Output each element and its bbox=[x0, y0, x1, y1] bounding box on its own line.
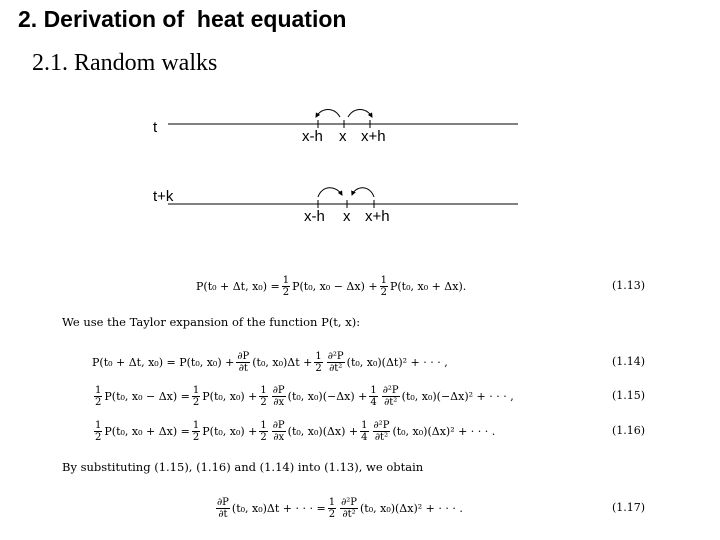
eq115-coef-3: $\frac{1}{4}$ bbox=[370, 384, 377, 408]
eq114-coef-half: $\frac{1}{2}$ bbox=[315, 350, 322, 374]
eq113-term1: P(t₀, x₀ − Δx) + bbox=[292, 279, 378, 293]
equation-1-16 bbox=[0, 416, 720, 446]
label-x-plus-h: x+h bbox=[361, 128, 386, 145]
arrow-from-left bbox=[318, 188, 342, 197]
eq115-d2p-dt2: $\frac{\text{∂²P}}{\text{∂t²}}$ bbox=[382, 384, 399, 408]
random-walk-diagram bbox=[150, 105, 530, 230]
eq117-d2p-dt2: $\frac{\text{∂²P}}{\text{∂t²}}$ bbox=[341, 496, 357, 520]
equation-1-15 bbox=[0, 381, 720, 411]
taylor-intro-text: We use the Taylor expansion of the function P(t, x): bbox=[62, 315, 361, 329]
eq115-coef-0: $\frac{1}{2}$ bbox=[95, 384, 102, 408]
eq116-term0: P(t₀, x₀) + bbox=[202, 424, 258, 438]
eq115-number: (1.15) bbox=[612, 389, 646, 402]
time-label-t: t bbox=[153, 119, 158, 136]
eq115-coef-2: $\frac{1}{2}$ bbox=[260, 384, 267, 408]
eq116-coef-1: $\frac{1}{2}$ bbox=[192, 419, 200, 443]
eq117-term1: (t₀, x₀)Δt + · · · = bbox=[231, 501, 326, 515]
eq113-half-2: $\frac{1}{2}$ bbox=[380, 274, 387, 298]
equation-1-13 bbox=[0, 271, 720, 301]
eq115-coef-1: $\frac{1}{2}$ bbox=[192, 384, 200, 408]
substitution-text: By substituting (1.15), (1.16) and (1.14) into (1.13), we obtain bbox=[62, 460, 424, 474]
label2-x: x bbox=[343, 208, 351, 225]
eq117-term2: (t₀, x₀)(Δx)² + · · · . bbox=[360, 501, 463, 515]
slide-title: 2. Derivation of heat equation bbox=[18, 6, 347, 32]
eq115-term1: (t₀, x₀)(−Δx) + bbox=[287, 389, 368, 403]
eq115-term2: (t₀, x₀)(−Δx)² + · · · , bbox=[401, 389, 514, 403]
eq113-lhs: P(t₀ + Δt, x₀) = bbox=[196, 279, 280, 293]
eq113-half-1: $\frac{1}{2}$ bbox=[282, 274, 290, 298]
label2-x-minus-h: x-h bbox=[304, 208, 325, 225]
eq117-number: (1.17) bbox=[612, 501, 646, 514]
time-label-t-plus-k: t+k bbox=[153, 188, 174, 205]
eq116-coef-0: $\frac{1}{2}$ bbox=[95, 419, 102, 443]
label2-x-plus-h: x+h bbox=[365, 208, 390, 225]
equation-1-17 bbox=[0, 493, 720, 523]
eq114-number: (1.14) bbox=[612, 355, 646, 368]
eq116-number: (1.16) bbox=[612, 424, 646, 437]
eq116-coef-2: $\frac{1}{2}$ bbox=[260, 419, 267, 443]
eq113-number: (1.13) bbox=[612, 279, 646, 292]
eq116-dp-dx: $\frac{\partial P}{\partial x}$ bbox=[272, 419, 285, 443]
eq114-term1: (t₀, x₀)Δt + bbox=[252, 355, 313, 369]
eq117-dp-dt: $\frac{\partial P}{\partial t}$ bbox=[217, 496, 229, 520]
arrow-to-left bbox=[316, 110, 340, 118]
eq115-dp-dx: $\frac{\partial P}{\partial x}$ bbox=[272, 384, 285, 408]
eq115-term0: P(t₀, x₀) + bbox=[202, 389, 258, 403]
eq116-term2: (t₀, x₀)(Δx)² + · · · . bbox=[392, 424, 496, 438]
label-x: x bbox=[339, 128, 347, 145]
equation-1-14 bbox=[0, 347, 720, 377]
eq116-lhs: P(t₀, x₀ + Δx) = bbox=[104, 424, 190, 438]
eq116-d2p-dt2: $\frac{\text{∂²P}}{\text{∂t²}}$ bbox=[373, 419, 390, 443]
label-x-minus-h: x-h bbox=[302, 128, 323, 145]
eq114-dp-dt: $\frac{\partial P}{\partial t}$ bbox=[237, 350, 250, 374]
eq117-coef-half: $\frac{1}{2}$ bbox=[328, 496, 336, 520]
eq116-coef-3: $\frac{1}{4}$ bbox=[361, 419, 368, 443]
eq114-d2p-dt2: $\frac{\text{∂²P}}{\text{∂t²}}$ bbox=[327, 350, 344, 374]
eq114-lhs: P(t₀ + Δt, x₀) = P(t₀, x₀) + bbox=[92, 355, 235, 369]
arrow-from-right bbox=[352, 188, 374, 197]
eq115-lhs: P(t₀, x₀ − Δx) = bbox=[104, 389, 190, 403]
slide-subtitle: 2.1. Random walks bbox=[32, 50, 218, 76]
arrow-to-right bbox=[348, 110, 372, 118]
eq116-term1: (t₀, x₀)(Δx) + bbox=[287, 424, 359, 438]
eq113-term2: P(t₀, x₀ + Δx). bbox=[389, 279, 467, 293]
eq114-term2: (t₀, x₀)(Δt)² + · · · , bbox=[346, 355, 448, 369]
